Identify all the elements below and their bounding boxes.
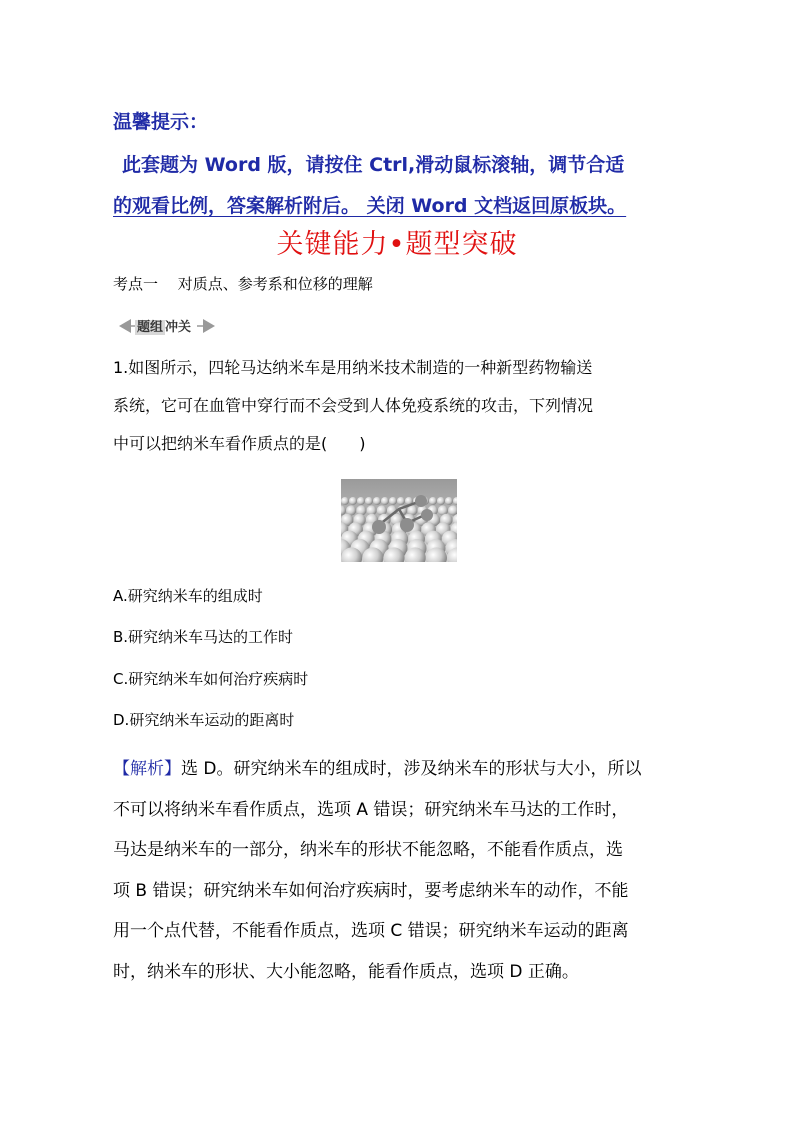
tip-body [113, 145, 688, 227]
lattice-sphere [389, 497, 397, 505]
question-line-3: 中可以把纳米车看作质点的是( ) [113, 434, 366, 453]
analysis-line-4: 项 B 错误；研究纳米车如何治疗疾病时，要考虑纳米车的动作，不能 [113, 880, 629, 901]
lattice-sphere [357, 497, 365, 505]
lattice-sphere [429, 497, 437, 505]
option-d: D.研究纳米车运动的距离时 [113, 711, 295, 729]
lattice-sphere [437, 497, 445, 505]
analysis-line-2: 不可以将纳米车看作质点，选项 A 错误；研究纳米车马达的工作时， [113, 799, 629, 820]
badge-part-1: 题组 [137, 320, 164, 335]
lattice-sphere [373, 497, 381, 505]
analysis-line-5: 用一个点代替，不能看作质点，选项 C 错误；研究纳米车运动的距离 [113, 921, 629, 941]
topic-heading: 考点一 对质点、参考系和位移的理解 [113, 275, 373, 293]
nanocar-figure [341, 479, 457, 562]
badge-part-2: 冲关 [165, 320, 192, 335]
tip-line-1: 此套题为 Word 版，请按住 Ctrl,滑动鼠标滚轴，调节合适 [122, 154, 625, 176]
tip-line-2: 的观看比例，答案解析附后。 关闭 Word 文档返回原板块。 [113, 195, 627, 217]
question-stem [113, 349, 683, 463]
analysis-line-6: 时，纳米车的形状、大小能忽略，能看作质点，选项 D 正确。 [113, 961, 579, 982]
analysis-tag: 【解析】 [113, 759, 181, 779]
option-b: B.研究纳米车马达的工作时 [113, 628, 294, 646]
tip-title: 温馨提示： [113, 111, 209, 133]
question-line-1: 1.如图所示，四轮马达纳米车是用纳米技术制造的一种新型药物输送 [113, 358, 593, 377]
analysis-line-1: 选 D。研究纳米车的组成时，涉及纳米车的形状与大小，所以 [181, 759, 642, 779]
analysis-line-3: 马达是纳米车的一部分，纳米车的形状不能忽略，不能看作质点，选 [113, 840, 623, 860]
lattice-sphere [341, 497, 349, 505]
badge-label [135, 316, 191, 335]
option-a: A.研究纳米车的组成时 [113, 587, 263, 605]
lattice-sphere [445, 497, 453, 505]
question-line-2: 系统，它可在血管中穿行而不会受到人体免疫系统的攻击，下列情况 [113, 396, 594, 415]
section-title: 关键能力•题型突破 [276, 229, 518, 260]
lattice-sphere [381, 497, 389, 505]
lattice-sphere [397, 497, 405, 505]
option-c: C.研究纳米车如何治疗疾病时 [113, 670, 309, 688]
lattice-sphere [349, 497, 357, 505]
analysis-block [113, 749, 688, 992]
lattice-sphere [365, 497, 373, 505]
